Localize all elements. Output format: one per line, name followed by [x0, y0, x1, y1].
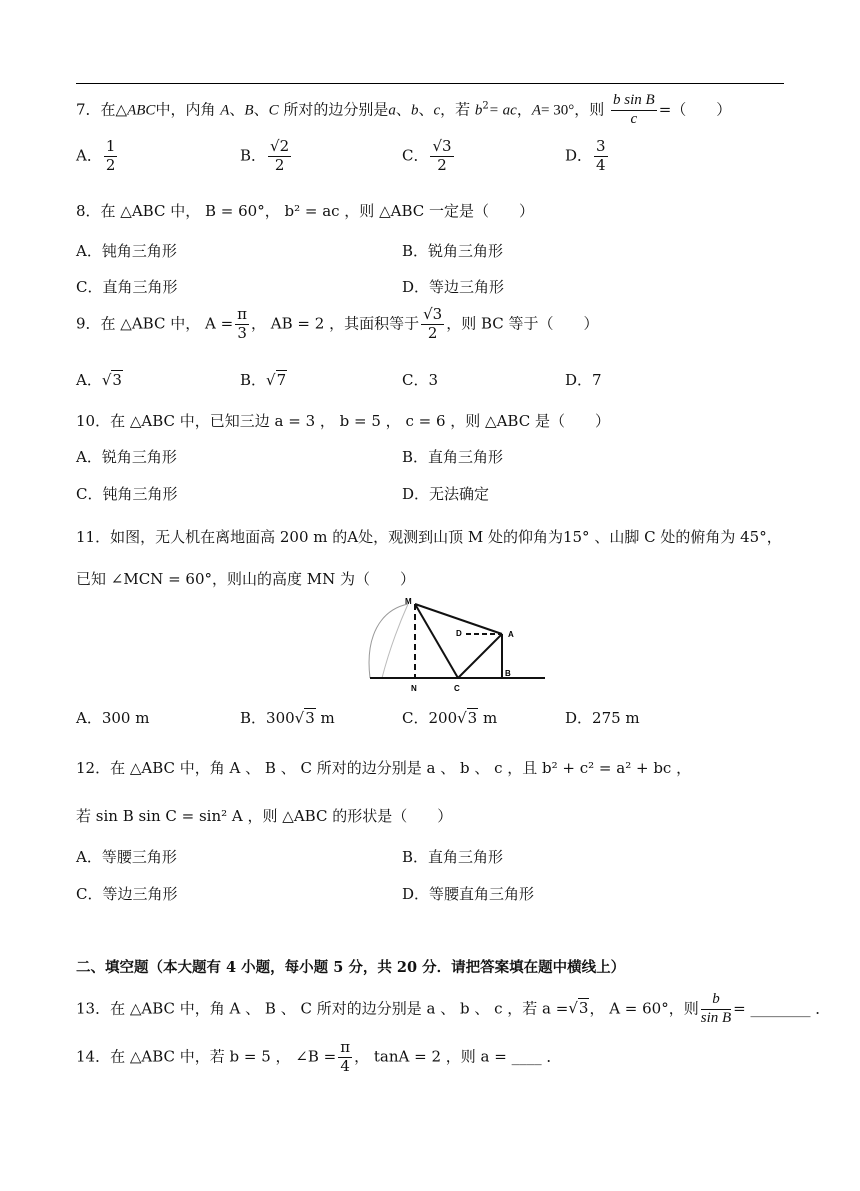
q11-option-d: D．275 m: [565, 709, 640, 727]
q8-stem: 8．在 △ABC 中， B = 60°， b² = ac ，则 △ABC 一定是（ ）: [76, 202, 534, 220]
q12-option-a: A．等腰三角形: [76, 848, 177, 866]
q10-option-d: D．无法确定: [402, 485, 490, 503]
label-d: D: [456, 629, 462, 638]
section-heading: 二、填空题（本大题有 4 小题，每小题 5 分，共 20 分．请把答案填在题中横线上）: [76, 959, 626, 976]
q11-stem-line1: 11．如图，无人机在离地面高 200 m 的A处，观测到山顶 M 处的仰角为15° 、山脚 C 处的俯角为 45°，: [76, 528, 782, 546]
header-rule: [76, 83, 784, 84]
q12-option-b: B．直角三角形: [402, 848, 504, 866]
q12-option-c: C．等边三角形: [76, 885, 178, 903]
q11-stem-line2: 已知 ∠MCN = 60°，则山的高度 MN 为（ ）: [76, 570, 416, 588]
mc-line: [415, 604, 458, 678]
q11-figure: [360, 592, 550, 694]
q13-stem: 13．在 △ABC 中，角 A 、 B 、 C 所对的边分别是 a 、 b 、 c ，若 a =√3， A = 60°，则 $\frac{b}{\text{sin B}}$ = ________ ．: [76, 991, 831, 1026]
q9-stem: 9．在 △ABC 中， A = $\frac{\pi}{3}$ ， AB = 2 ，其面积等于 $\frac{√3}{2}$ ，则 BC 等于（ ）: [76, 305, 599, 342]
q12-option-d: D．等腰直角三角形: [402, 885, 535, 903]
q7-option-d: D． $\frac{3}{4}$: [565, 137, 606, 174]
q7-fraction: $\frac{\text{b sin B}}{c}$: [613, 92, 655, 127]
q8-option-d: D．等边三角形: [402, 278, 505, 296]
label-a: A: [508, 630, 514, 639]
q10-stem: 10．在 △ABC 中，已知三边 a = 3 ， b = 5 ， c = 6 ，则 △ABC 是（ ）: [76, 412, 610, 430]
label-m: M: [405, 597, 412, 606]
label-n: N: [411, 684, 417, 693]
q7-stem: 7．在△ABC中，内角 A、B、C 所对的边分别是a、b、c，若 $b^2=$ ac，A= 30°，则 $\frac{\text{b sin B}}{c}$ =（ ）: [76, 92, 732, 127]
q7-option-c: C． $\frac{√3}{2}$: [402, 137, 452, 174]
q9-option-c: C．3: [402, 371, 439, 389]
q11-option-b: B．300√3 m: [240, 709, 335, 727]
q14-stem: 14．在 △ABC 中，若 b = 5 ， ∠B = $\frac{\pi}{4}$ ， tanA = 2 ，则 a = ____ ．: [76, 1038, 562, 1075]
q12-stem-line1: 12．在 △ABC 中，角 A 、 B 、 C 所对的边分别是 a 、 b 、 c ，且 b² + c² = a² + bc ，: [76, 759, 692, 777]
q9-option-b: B．√7: [240, 371, 287, 389]
q8-option-a: A．钝角三角形: [76, 242, 177, 260]
mountain-outline-left: [369, 604, 408, 678]
q11-option-c: C．200√3 m: [402, 709, 498, 727]
label-c: C: [454, 684, 460, 693]
q9-option-a: A．√3: [76, 371, 122, 389]
q10-option-b: B．直角三角形: [402, 448, 504, 466]
q11-option-a: A．300 m: [76, 709, 150, 727]
q12-stem-line2: 若 sin B sin C = sin² A ，则 △ABC 的形状是（ ）: [76, 807, 453, 825]
q7-option-a: A． $\frac{1}{2}$: [76, 137, 116, 174]
q8-option-c: C．直角三角形: [76, 278, 178, 296]
q8-option-b: B．锐角三角形: [402, 242, 504, 260]
q9-option-d: D．7: [565, 371, 602, 389]
q10-option-a: A．锐角三角形: [76, 448, 177, 466]
ca-line: [458, 634, 502, 678]
q7-option-b: B． $\frac{√2}{2}$: [240, 137, 290, 174]
q10-option-c: C．钝角三角形: [76, 485, 178, 503]
label-b: B: [505, 669, 511, 678]
